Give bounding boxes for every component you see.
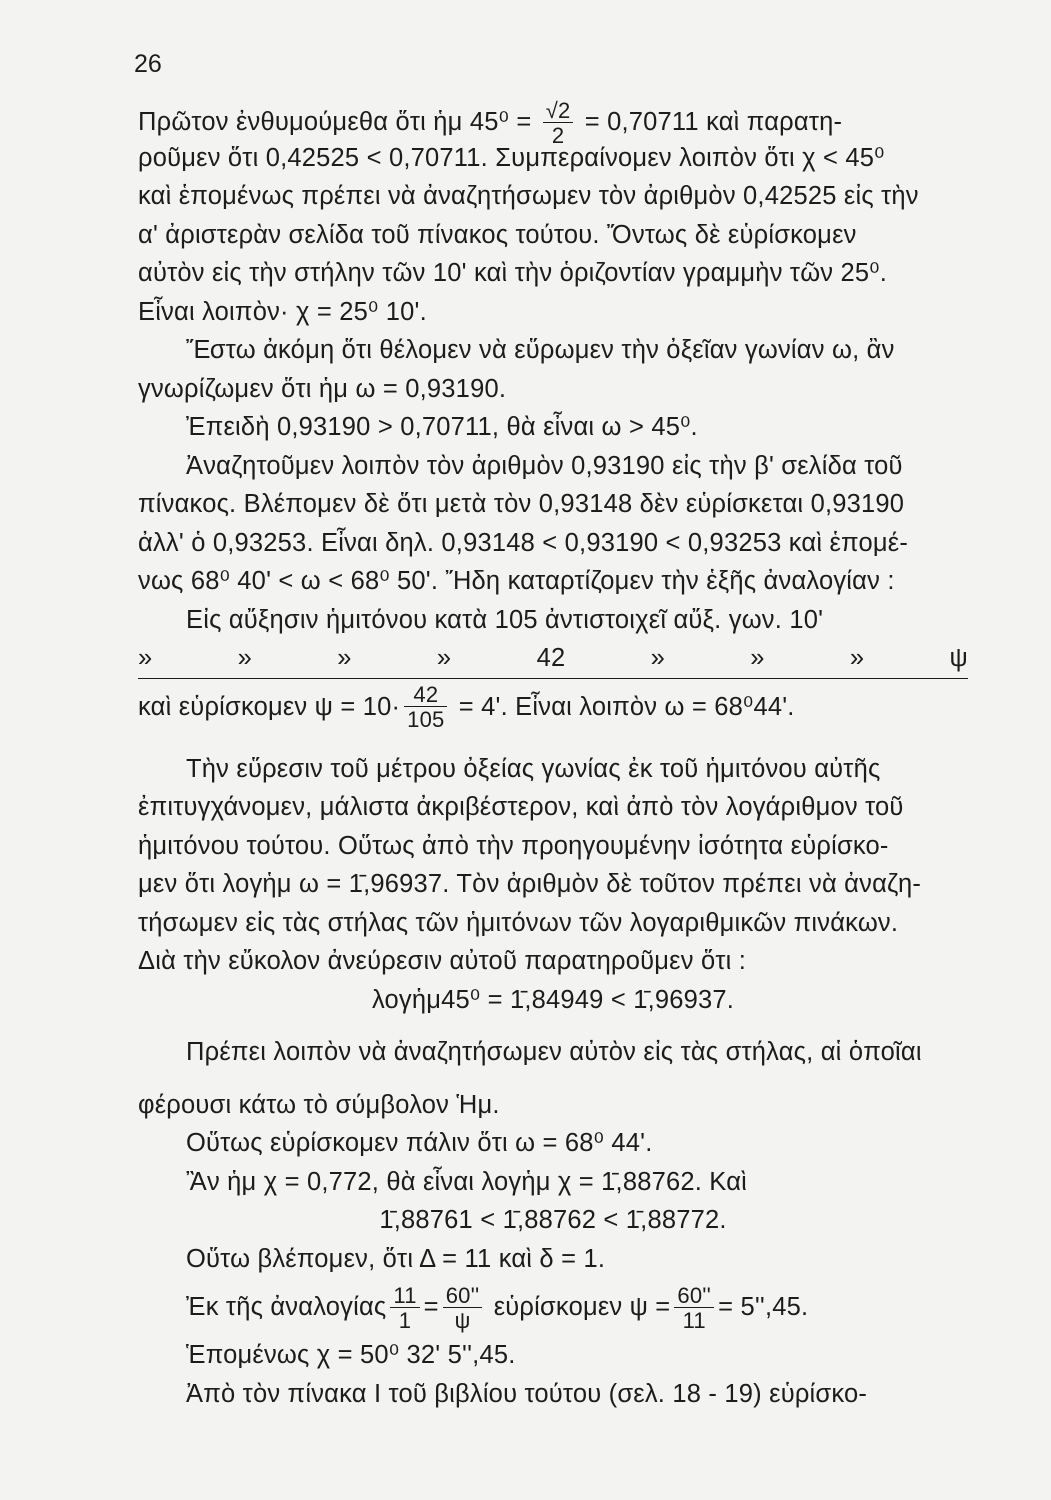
centered-equation: λογἡμ45⁰ = 1̄,84949 < 1̄,96937. [371,985,735,1014]
text-line: ἐπιτυγχάνομεν, μάλιστα ἀκριβέστερον, καὶ ἀπὸ τὸν λογάριθμον τοῦ [138,793,904,821]
text-line: μεν ὅτι λογἡμ ω = 1̄,96937. Τὸν ἀριθμὸν δὲ τοῦτον πρέπει νὰ ἀναζη- [138,870,922,898]
text-line: Εἶναι λοιπὸν· χ = 25⁰ 10'. [138,297,427,326]
text-line: Ἑπομένως χ = 50⁰ 32' 5'',45. [186,1341,516,1369]
text-line: Οὕτω βλέπομεν, ὅτι Δ = 11 καὶ δ = 1. [186,1244,606,1273]
text-line: τήσωμεν εἰς τὰς στήλας τῶν ἡμιτόνων τῶν λογαριθμικῶν πινάκων. [138,908,899,937]
text-line: πίνακος. Βλέπομεν δὲ ὅτι μετὰ τὸν 0,93148 δὲν εὑρίσκεται 0,93190 [138,490,905,518]
text-line: ἀλλ' ὁ 0,93253. Εἶναι δηλ. 0,93148 < 0,93190 < 0,93253 καὶ ἑπομέ- [138,528,909,557]
sqrt-fraction: $\frac{√2}{2}$ [543,100,574,147]
text-line: καὶ ἑπομένως πρέπει νὰ ἀναζητήσωμεν τὸν ἀριθμὸν 0,42525 εἰς τὴν [138,182,919,210]
text-line: Ἔστω ἀκόμη ὅτι θέλομεν νὰ εὕρωμεν τὴν ὀξεῖαν γωνίαν ω, ἂν [186,336,895,364]
page-number: 26 [134,50,162,78]
text-line: Τὴν εὕρεσιν τοῦ μέτρου ὀξείας γωνίας ἐκ τοῦ ἡμιτόνου αὐτῆς [186,754,881,783]
text-line: φέρουσι κάτω τὸ σύμβολον Ἡμ. [138,1090,500,1119]
text-line: Οὕτως εὑρίσκομεν πάλιν ὅτι ω = 68⁰ 44'. [186,1129,653,1157]
text-line: Πρέπει λοιπὸν νὰ ἀναζητήσωμεν αὐτὸν εἰς τὰς στήλας, αἱ ὁποῖαι [186,1038,922,1066]
text-line: α' ἀριστερὰν σελίδα τοῦ πίνακος τούτου. Ὄντως δὲ εὑρίσκομεν [138,220,857,249]
text-line: ἡμιτόνου τούτου. Οὕτως ἀπὸ τὴν προηγουμένην ἰσότητα εὑρίσκο- [138,831,889,860]
text-line: Ἂν ἡμ χ = 0,772, θὰ εἶναι λογἡμ χ = 1̄,88762. Καὶ [186,1167,747,1196]
text-line: Ἀπὸ τὸν πίνακα I τοῦ βιβλίου τούτου (σελ. 18 - 19) εὑρίσκο- [186,1379,868,1408]
centered-equation: 1̄,88761 < 1̄,88762 < 1̄,88772. [379,1206,727,1234]
text-line: Πρῶτον ἐνθυμούμεθα ὅτι ἡμ 45⁰ = $\frac{√2}{2}$ = 0,70711 καὶ παρατη- [138,98,843,148]
result-line: καὶ εὑρίσκομεν ψ = 10· $\frac{42}{105}$ = 4'. Εἶναι λοιπὸν ω = 68⁰44'. [138,682,795,733]
text-line: ροῦμεν ὅτι 0,42525 < 0,70711. Συμπεραίνομεν λοιπὸν ὅτι χ < 45⁰ [138,143,885,172]
fraction-11-1: $\frac{11}{1}$ [390,1285,419,1332]
text-line: Διὰ τὴν εὔκολον ἀνεύρεσιν αὐτοῦ παρατηροῦμεν ὅτι : [138,947,747,975]
text-line: Ἀναζητοῦμεν λοιπὸν τὸν ἀριθμὸν 0,93190 εἰς τὴν β' σελίδα τοῦ [186,451,903,480]
text-line: αὐτὸν εἰς τὴν στήλην τῶν 10' καὶ τὴν ὁριζοντίαν γραμμὴν τῶν 25⁰. [138,259,888,287]
proportion-row-1: Εἰς αὔξησιν ἡμιτόνου κατὰ 105 ἀντιστοιχεῖ αὔξ. γων. 10' [186,605,824,634]
text-line: Ἐπειδὴ 0,93190 > 0,70711, θὰ εἶναι ω > 45⁰. [186,413,698,441]
text-line: γνωρίζωμεν ὅτι ἡμ ω = 0,93190. [138,374,507,403]
fraction-60-psi: $\frac{60''}{\psi}$ [443,1285,483,1332]
text-line: νως 68⁰ 40' < ω < 68⁰ 50'. Ἤδη καταρτίζομεν τὴν ἑξῆς ἀναλογίαν : [138,567,895,595]
body-text [138,100,968,1413]
fraction-42-105: $\frac{42}{105}$ [404,684,447,731]
proportion-row-2: » » » » 42 » » » ψ [138,639,968,678]
fraction-60-11: $\frac{60''}{11}$ [674,1285,714,1332]
ratio-line: Ἐκ τῆς ἀναλογίας $\frac{11}{1}$ = $\frac{60''}{\psi}$ εὑρίσκομεν ψ = $\frac{60''}{11}$ = 5'',45. [186,1282,809,1333]
